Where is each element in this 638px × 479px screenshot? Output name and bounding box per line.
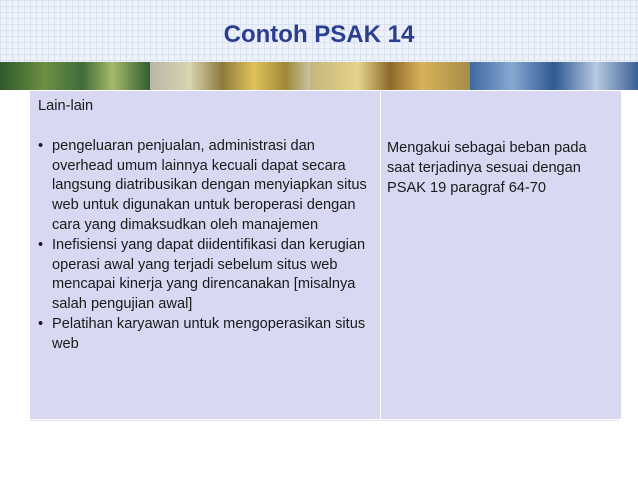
header-photo-strip	[0, 62, 638, 90]
table-row	[30, 91, 622, 420]
list-item-text: Inefisiensi yang dapat diidentifikasi dan kerugian operasi awal yang terjadi sebelum situs web mencapai kinerja yang direncanakan [misalnya salah pengujian awal]	[52, 236, 366, 313]
category-label: Lain-lain	[38, 98, 94, 114]
left-cell	[30, 91, 381, 420]
photo-strip-segment	[150, 62, 310, 90]
bullet-icon: •	[38, 315, 44, 332]
list-item-text: pengeluaran penjualan, administrasi dan overhead umum lainnya kecuali dapat secara langsung diatribusikan dengan menyiapkan situs web untuk digunakan untuk beroperasi dengan cara yang dimaksudkan oleh manajemen	[52, 137, 367, 233]
expense-list	[38, 137, 374, 355]
list-item	[38, 137, 374, 236]
accounting-treatment-text: Mengakui sebagai beban pada saat terjadinya sesuai dengan PSAK 19 paragraf 64-70	[387, 140, 587, 196]
slide-title: Contoh PSAK 14	[223, 21, 415, 48]
right-cell	[381, 91, 622, 420]
photo-strip-segment	[310, 62, 470, 90]
bullet-icon: •	[38, 137, 44, 154]
content-table	[29, 90, 622, 420]
list-item	[38, 315, 374, 355]
table-bottom-rule	[29, 420, 619, 421]
photo-strip-segment	[0, 62, 150, 90]
bullet-icon: •	[38, 236, 44, 253]
list-item-text: Pelatihan karyawan untuk mengoperasikan situs web	[52, 315, 366, 352]
list-item	[38, 236, 374, 315]
photo-strip-segment	[470, 62, 638, 90]
